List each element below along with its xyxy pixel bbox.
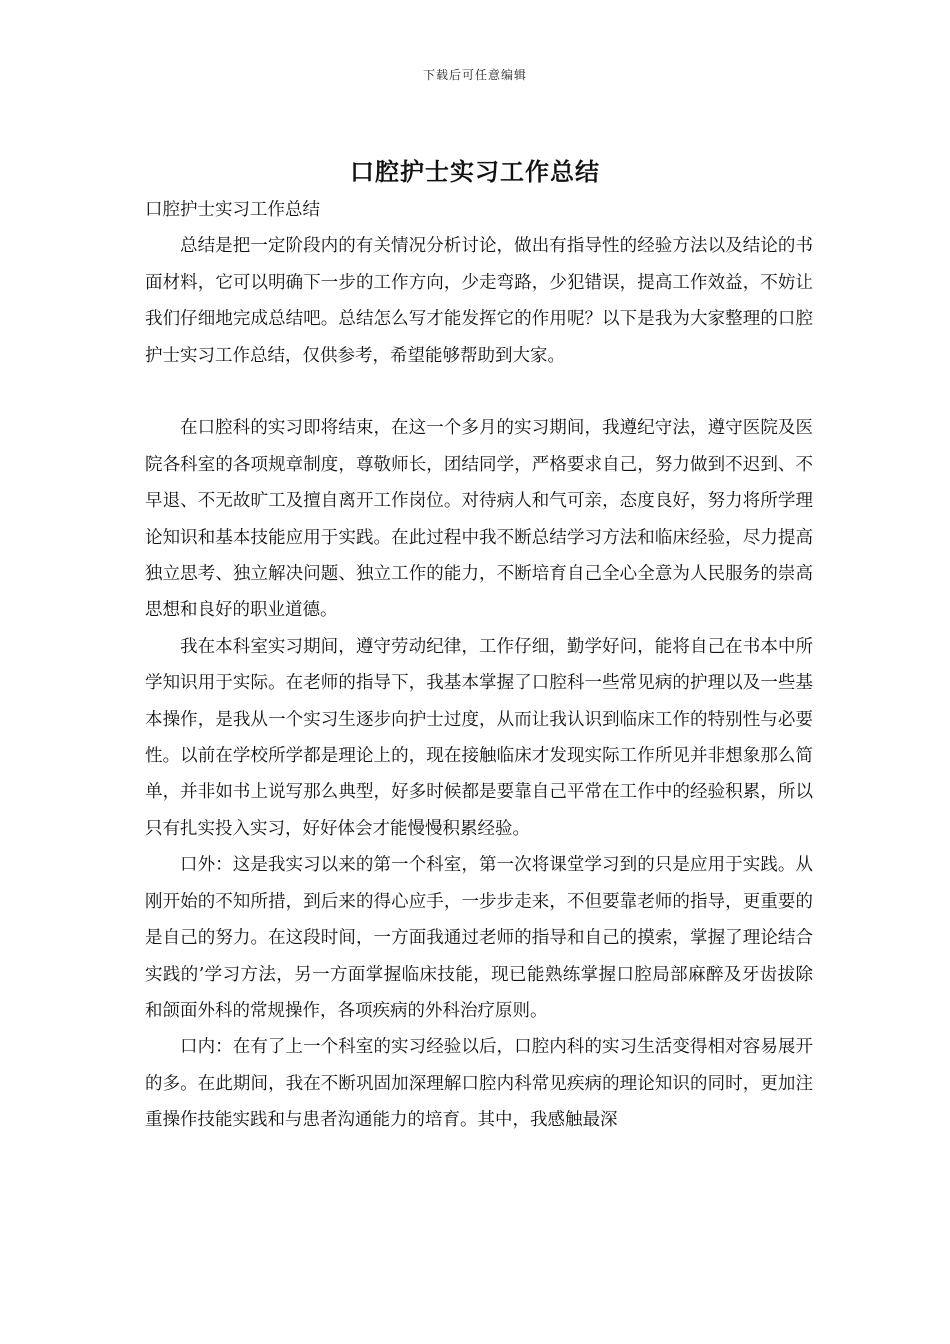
paragraph-oral-medicine: 口内：在有了上一个科室的实习经验以后，口腔内科的实习生活变得相对容易展开的多。在此期间，我在不断巩固加深理解口腔内科常见疾病的理论知识的同时，更加注重操作技能实践和与患者沟通能力的培育。其中，我感触最深 bbox=[145, 1037, 813, 1131]
document-body bbox=[145, 192, 813, 1139]
paragraph-gap bbox=[145, 374, 813, 410]
header-note: 下载后可任意编辑 bbox=[422, 68, 527, 82]
document-title: 口腔护士实习工作总结 bbox=[350, 157, 600, 186]
paragraph-department-learning: 我在本科室实习期间，遵守劳动纪律，工作仔细，勤学好问，能将自己在书本中所学知识用于实际。在老师的指导下，我基本掌握了口腔科一些常见病的护理以及一些基本操作，是我从一个实习生逐步向护士过度，从而让我认识到临床工作的特别性与必要性。以前在学校所学都是理论上的，现在接触临床才发现实际工作所见并非想象那么简单，并非如书上说写那么典型，好多时候都是要靠自己平常在工作中的经验积累，所以只有扎实投入实习，好好体会才能慢慢积累经验。 bbox=[145, 636, 813, 839]
paragraph-oral-surgery: 口外：这是我实习以来的第一个科室，第一次将课堂学习到的只是应用于实践。从刚开始的不知所措，到后来的得心应手，一步步走来，不但要靠老师的指导，更重要的是自己的努力。在这段时间，一方面我通过老师的指导和自己的摸索，掌握了理论结合实践的’学习方法，另一方面掌握临床技能，现已能熟练掌握口腔局部麻醉及牙齿拔除和颌面外科的常规操作，各项疾病的外科治疗原则。 bbox=[145, 855, 813, 1021]
paragraph-intro: 总结是把一定阶段内的有关情况分析讨论，做出有指导性的经验方法以及结论的书面材料，它可以明确下一步的工作方向，少走弯路，少犯错误，提高工作效益，不妨让我们仔细地完成总结吧。总结怎么写才能发挥它的作用呢？以下是我为大家整理的口腔护士实习工作总结，仅供参考，希望能够帮助到大家。 bbox=[145, 236, 813, 366]
paragraph-internship-conduct: 在口腔科的实习即将结束，在这一个多月的实习期间，我遵纪守法，遵守医院及医院各科室的各项规章制度，尊敬师长，团结同学，严格要求自己，努力做到不迟到、不早退、不无故旷工及擅自离开工作岗位。对待病人和气可亲，态度良好，努力将所学理论知识和基本技能应用于实践。在此过程中我不断总结学习方法和临床经验，尽力提高独立思考、独立解决问题、独立工作的能力，不断培育自己全心全意为人民服务的崇高思想和良好的职业道德。 bbox=[145, 418, 813, 621]
document-subtitle: 口腔护士实习工作总结 bbox=[145, 200, 320, 220]
